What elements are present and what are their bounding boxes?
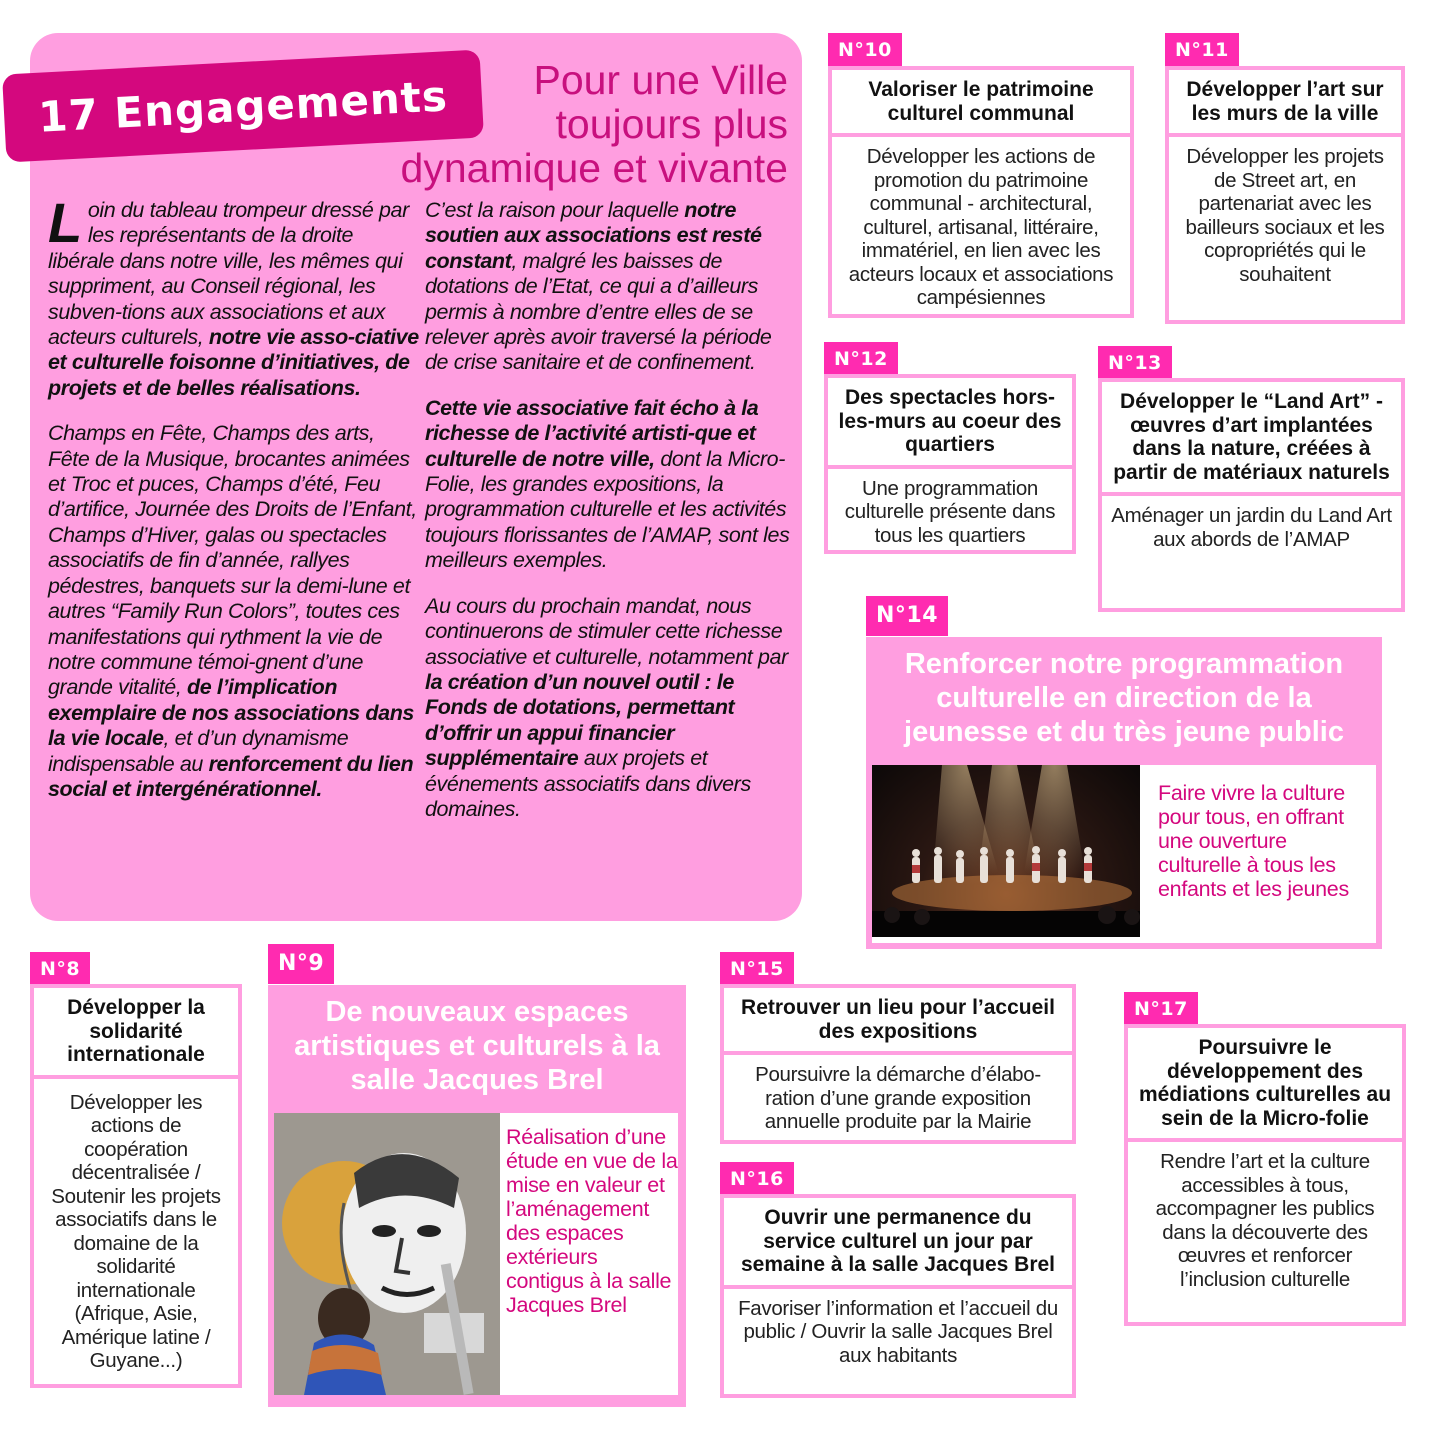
engagement-8 xyxy=(30,984,242,1388)
engagement-11-tag xyxy=(1165,33,1239,67)
engagement-number: N°13 xyxy=(1098,346,1172,380)
emphasis: Cette vie associative fait écho à la richesse de l’activité artisti-que et culturelle de notre ville, xyxy=(425,395,759,471)
engagement-title: Valoriser le patrimoine culturel communal xyxy=(832,70,1130,137)
engagement-body: Faire vivre la culture pour tous, en offrant une ouverture culturelle à tous les enfants et les jeunes xyxy=(1158,781,1349,901)
intro-paragraph-1 xyxy=(48,191,420,401)
engagement-title: Développer l’art sur les murs de la ville xyxy=(1169,70,1401,137)
intro-paragraph-2 xyxy=(48,421,420,802)
engagement-13 xyxy=(1098,378,1405,612)
title-line-1: Pour une Ville xyxy=(533,57,788,103)
stage-illustration xyxy=(872,765,1140,937)
emphasis: la création d’un nouvel outil : le Fonds de dotations, permettant d’offrir un appui financier supplémentaire xyxy=(425,669,735,771)
engagement-14 xyxy=(866,637,1382,949)
emphasis: renforcement du lien social et intergénérationnel. xyxy=(48,751,414,801)
intro-paragraph-4 xyxy=(425,396,797,574)
emphasis: notre soutien aux associations est resté constant xyxy=(425,198,762,273)
engagement-16 xyxy=(720,1194,1076,1398)
text: , malgré les baisses de dotations de l’Etat, ce qui a d’ailleurs permis à nombre d’entre elles de se relever après avoir traversé la période de crise sanitaire et de confinement. xyxy=(425,248,772,375)
intro-left-column xyxy=(48,191,420,822)
title-line-2: toujours plus xyxy=(555,101,788,147)
engagement-13-tag xyxy=(1098,346,1172,380)
intro-paragraph-3 xyxy=(425,198,797,376)
engagement-body: Réalisation d’une étude en vue de la mise en valeur et l’aménagement des espaces extérieurs contigus à la salle Jacques Brel xyxy=(506,1125,678,1317)
engagement-16-tag xyxy=(720,1162,794,1196)
engagement-12-tag xyxy=(824,342,898,376)
engagement-number: N°14 xyxy=(866,596,948,636)
engagement-9-tag xyxy=(268,944,334,984)
engagement-title: Poursuivre le développement des médiations culturelles au sein de la Micro-folie xyxy=(1128,1028,1402,1142)
engagement-15-tag xyxy=(720,952,794,986)
text: C’est la raison pour laquelle xyxy=(425,198,685,222)
engagement-title: Retrouver un lieu pour l’accueil des expositions xyxy=(724,988,1072,1055)
engagement-11 xyxy=(1165,66,1405,324)
text: , et d’un dynamisme indispensable au xyxy=(48,726,349,776)
engagement-body: Développer les actions de promotion du patrimoine communal - architectural, culturel, artisanal, littéraire, immatériel, en lien avec les acteurs locaux et associations campésiennes xyxy=(848,145,1114,309)
stage-photo xyxy=(872,765,1140,937)
mural-illustration xyxy=(274,1113,500,1395)
engagement-number: N°10 xyxy=(828,33,902,67)
engagement-body: Rendre l’art et la culture accessibles à tous, accompagner les publics dans la découverte des œuvres et renforcer l’inclusion culturelle xyxy=(1155,1150,1375,1291)
dropcap: L xyxy=(48,191,82,254)
engagement-title: Développer le “Land Art” - œuvres d’art implantées dans la nature, créées à partir de matériaux naturels xyxy=(1102,382,1401,496)
engagement-title: De nouveaux espaces artistiques et culturels à la salle Jacques Brel xyxy=(294,996,660,1096)
emphasis: de l’implication exemplaire de nos associations dans la vie locale xyxy=(48,675,414,751)
intro-title xyxy=(300,58,788,190)
engagement-15 xyxy=(720,984,1076,1144)
engagement-17 xyxy=(1124,1024,1406,1326)
engagement-title: Ouvrir une permanence du service culturel un jour par semaine à la salle Jacques Brel xyxy=(724,1198,1072,1289)
engagement-10 xyxy=(828,66,1134,318)
title-line-3: dynamique et vivante xyxy=(400,145,788,191)
engagement-body: Développer les actions de coopération décentralisée / Soutenir les projets associatifs dans le domaine de la solidarité internationale (Afrique, Asie, Amérique latine / Guyane...) xyxy=(51,1090,221,1372)
intro-paragraph-5 xyxy=(425,594,797,823)
engagement-9 xyxy=(268,985,686,1407)
emphasis: notre vie asso-ciative et culturelle foisonne d’initiatives, de projets et de belles réalisations. xyxy=(48,325,419,400)
engagement-12 xyxy=(824,374,1076,554)
badge-text: 17 Engagements xyxy=(37,70,449,142)
text: aux projets et événements associatifs dans divers domaines. xyxy=(425,746,751,821)
engagement-body: Une programmation culturelle présente dans tous les quartiers xyxy=(844,476,1056,547)
engagement-number: N°17 xyxy=(1124,992,1198,1026)
engagement-10-tag xyxy=(828,33,902,67)
engagement-number: N°16 xyxy=(720,1162,794,1196)
engagement-body: Aménager un jardin du Land Art aux abords de l’AMAP xyxy=(1111,504,1392,551)
engagement-14-tag xyxy=(866,596,948,636)
mural-photo xyxy=(274,1113,500,1395)
engagement-number: N°8 xyxy=(30,952,90,986)
engagement-body: Poursuivre la démarche d’élabo-ration d’une grande exposition annuelle produite par la Mairie xyxy=(755,1063,1041,1133)
engagement-title: Renforcer notre programmation culturelle en direction de la jeunesse et du très jeune public xyxy=(904,648,1344,748)
intro-right-column xyxy=(425,198,797,842)
text: oin du tableau trompeur dressé par les représentants de la droite libérale dans notre ville, les mêmes qui suppriment, au Conseil régional, les subven-tions aux associations et aux acteurs culturels, xyxy=(48,198,409,350)
engagement-title: Des spectacles hors-les-murs au coeur des quartiers xyxy=(828,378,1072,469)
engagement-body: Favoriser l’information et l’accueil du public / Ouvrir la salle Jacques Brel aux habitants xyxy=(738,1296,1058,1367)
engagement-8-tag xyxy=(30,952,90,986)
text: dont la Micro-Folie, les grandes expositions, la programmation culturelle et les activités toujours florissantes de l’AMAP, sont les meilleurs exemples. xyxy=(425,446,790,573)
text: Champs en Fête, Champs des arts, Fête de la Musique, brocantes animées et Troc et puces, Champs d’été, Feu d’artifice, Journée des Droits de l’Enfant, Champs d’Hiver, galas ou spectacles associatifs de fin d’année, rallyes pédestres, banquets sur la demi-lune et autres “Family Run Colors”, toutes ces manifestations qui rythment la vie de notre commune témoi-gnent d’une grande vitalité, xyxy=(48,421,417,700)
engagement-title: Développer la solidarité internationale xyxy=(34,988,238,1079)
engagement-number: N°15 xyxy=(720,952,794,986)
text: Au cours du prochain mandat, nous continuerons de stimuler cette richesse associative et culturelle, notamment par xyxy=(425,593,788,669)
engagement-number: N°12 xyxy=(824,342,898,376)
engagement-number: N°11 xyxy=(1165,33,1239,67)
engagement-body: Développer les projets de Street art, en partenariat avec les bailleurs sociaux et les copropriétés qui le souhaitent xyxy=(1185,145,1385,286)
engagement-17-tag xyxy=(1124,992,1198,1026)
engagement-number: N°9 xyxy=(268,944,334,984)
